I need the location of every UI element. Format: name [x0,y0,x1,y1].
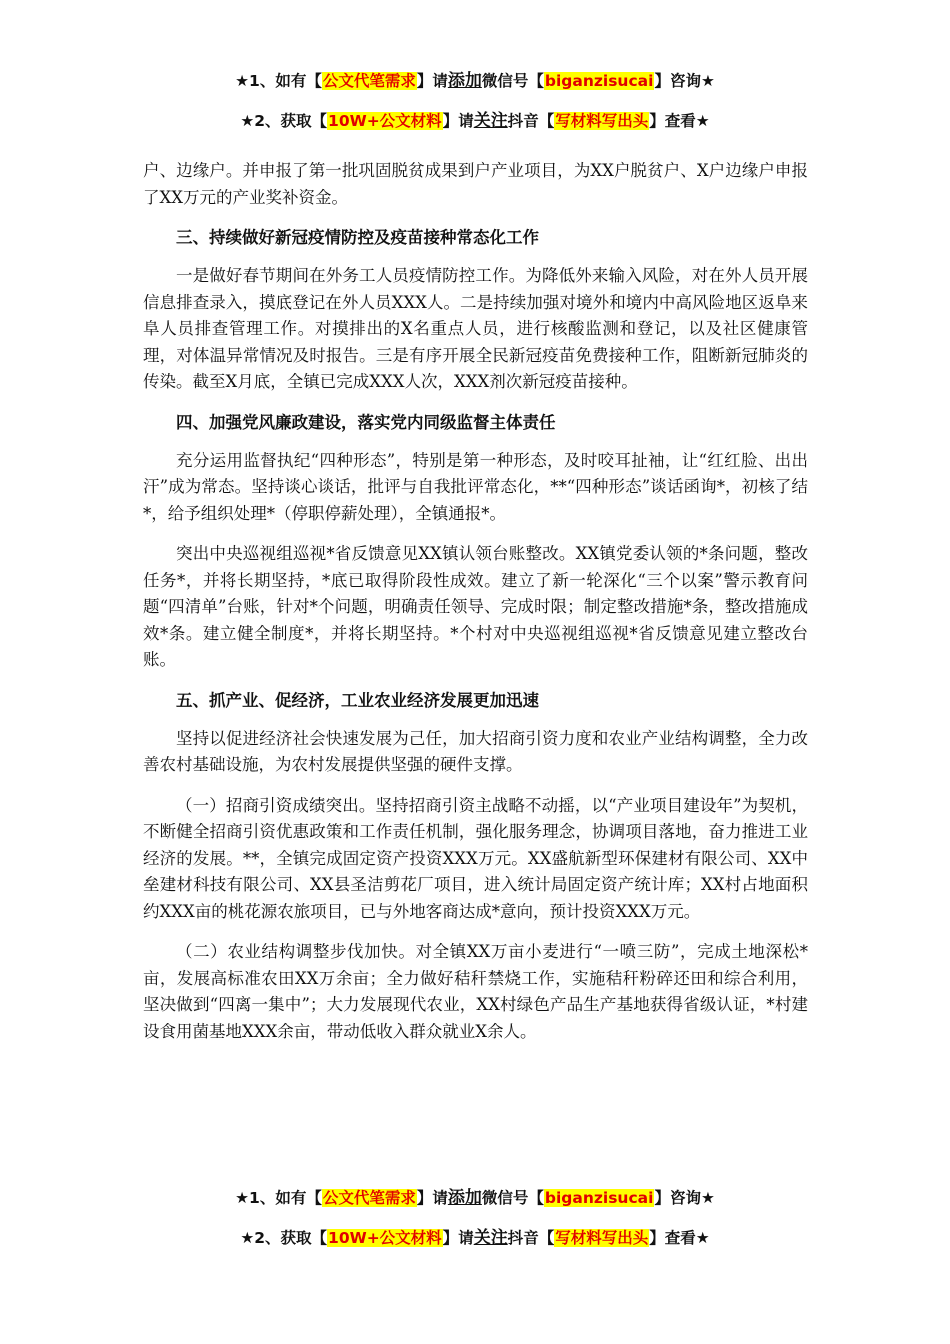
top-banner-line-1 [0,70,950,92]
banner-underlined: 关注 [473,111,508,131]
banner-highlight: 公文代笔需求 [322,1189,416,1207]
bottom-banner-line-2 [0,1227,950,1249]
banner-highlight-wechat: biganzisucai [544,72,654,90]
section-heading-5: 五、抓产业、促经济，工业农业经济发展更加迅速 [176,690,539,710]
banner-text: 】请 [416,72,448,90]
banner-text: 微信号【 [481,72,544,90]
section-heading-4: 四、加强党风廉政建设，落实党内同级监督主体责任 [176,412,556,432]
section-heading-3: 三、持续做好新冠疫情防控及疫苗接种常态化工作 [176,228,539,247]
banner-highlight: 10W+公文材料 [328,1229,442,1247]
banner-highlight-douyin: 写材料写出头 [555,1229,649,1247]
banner-highlight-douyin: 写材料写出头 [555,112,649,130]
bottom-banner-line-1 [0,1187,950,1209]
paragraph: 一是做好春节期间在外务工人员疫情防控工作。为降低外来输入风险，对在外人员开展信息排查录入，摸底登记在外人员XXX人。二是持续加强对境外和境内中高风险地区返阜来阜人员排查管理工作。对摸排出的X名重点人员，进行核酸监测和登记，以及社区健康管理，对体温异常情况及时报告。三是有序开展全民新冠疫苗免费接种工作，阻断新冠肺炎的传染。截至X月底，全镇已完成XXX人次，XXX剂次新冠疫苗接种。 [143,266,808,391]
banner-text: ★2、获取【 [240,1229,328,1247]
banner-underlined: 添加 [447,71,482,91]
banner-underlined: 添加 [447,1188,482,1208]
banner-text: 抖音【 [507,112,555,130]
document-body [143,158,808,1045]
banner-text: 】咨询★ [654,1189,715,1207]
banner-underlined: 关注 [473,1228,508,1248]
banner-text: 】请 [442,1229,474,1247]
banner-text: 】查看★ [649,1229,710,1247]
banner-highlight-wechat: biganzisucai [544,1189,654,1207]
banner-text: ★2、获取【 [240,112,328,130]
banner-text: 抖音【 [507,1229,555,1247]
banner-text: ★1、如有【 [235,72,322,90]
paragraph-continued: 户、边缘户。并申报了第一批巩固脱贫成果到户产业项目，为XX户脱贫户、X户边缘户申报了XX万元的产业奖补资金。 [143,161,808,207]
banner-text: ★1、如有【 [235,1189,322,1207]
paragraph: （二）农业结构调整步伐加快。对全镇XX万亩小麦进行“一喷三防”，完成土地深松*亩，发展高标准农田XX万余亩；全力做好秸秆禁烧工作，实施秸秆粉碎还田和综合利用，坚决做到“四离一集中”；大力发展现代农业，XX村绿色产品生产基地获得省级认证，*村建设食用菌基地XXX余亩，带动低收入群众就业X余人。 [143,942,808,1041]
banner-text: 】请 [416,1189,448,1207]
banner-text: 】查看★ [649,112,710,130]
banner-highlight: 10W+公文材料 [328,112,442,130]
paragraph: （一）招商引资成绩突出。坚持招商引资主战略不动摇，以“产业项目建设年”为契机，不断健全招商引资优惠政策和工作责任机制，强化服务理念，协调项目落地，奋力推进工业经济的发展。**，全镇完成固定资产投资XXX万元。XX盛航新型环保建材有限公司、XX中垒建材科技有限公司、XX县圣洁剪花厂项目，进入统计局固定资产统计库；XX村占地面积约XXX亩的桃花源农旅项目，已与外地客商达成*意向，预计投资XXX万元。 [143,795,808,921]
banner-text: 微信号【 [481,1189,544,1207]
banner-text: 】咨询★ [654,72,715,90]
paragraph: 充分运用监督执纪“四种形态”，特别是第一种形态，及时咬耳扯袖，让“红红脸、出出汗”成为常态。坚持谈心谈话，批评与自我批评常态化，**“四种形态”谈话函询*，初核了结*，给予组织处理*（停职停薪处理），全镇通报*。 [143,450,808,523]
paragraph: 坚持以促进经济社会快速发展为己任，加大招商引资力度和农业产业结构调整，全力改善农村基础设施，为农村发展提供坚强的硬件支撑。 [143,728,808,774]
banner-text: 】请 [442,112,474,130]
top-banner-line-2 [0,110,950,132]
paragraph: 突出中央巡视组巡视*省反馈意见XX镇认领台账整改。XX镇党委认领的*条问题，整改任务*，并将长期坚持，*底已取得阶段性成效。建立了新一轮深化“三个以案”警示教育问题“四清单”台账，针对*个问题，明确责任领导、完成时限；制定整改措施*条，整改措施成效*条。建立健全制度*，并将长期坚持。*个村对中央巡视组巡视*省反馈意见建立整改台账。 [143,544,808,669]
banner-highlight: 公文代笔需求 [322,72,416,90]
